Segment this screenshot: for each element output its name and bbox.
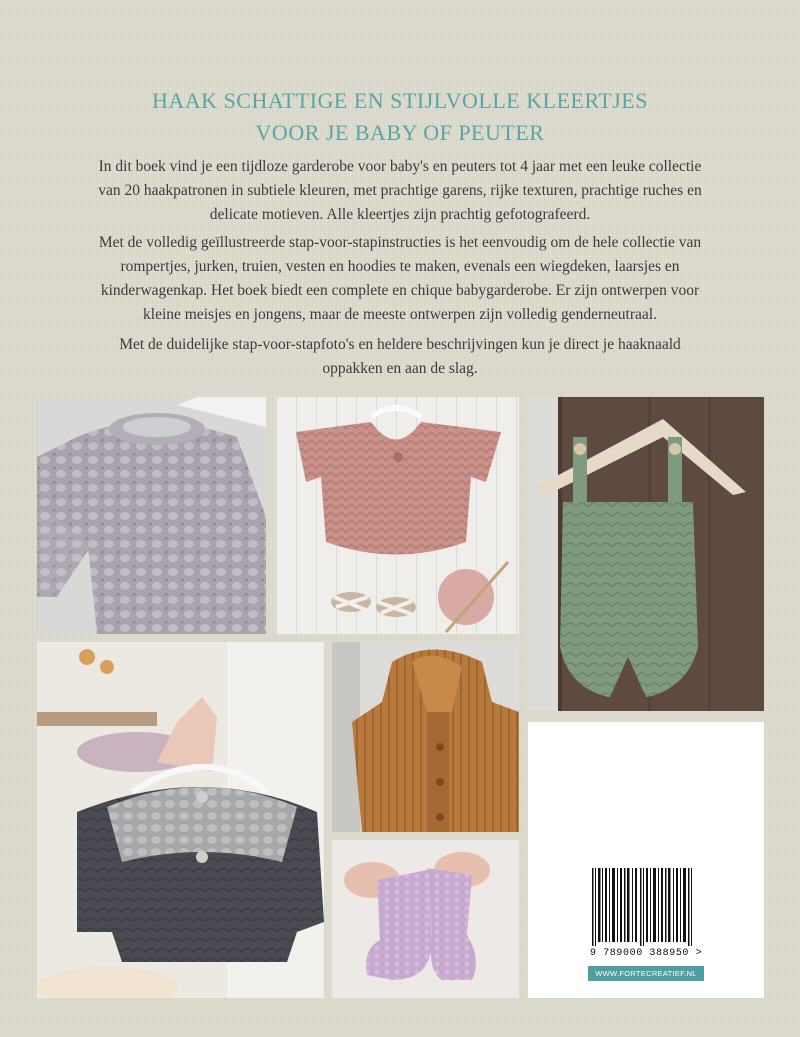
heading-line-1: HAAK SCHATTIGE EN STIJLVOLLE KLEERTJES [152, 88, 648, 113]
instructions-paragraph: Met de volledig geïllustreerde stap-voor-stapinstructies is het eenvoudig om de hele collectie van rompertjes, jurken, truien, vesten en hoodies te maken, evenals een wiegdeken, laarsjes en kinderwagenkap. Het boek biedt een complete en chique babygarderobe. Er zijn ontwerpen voor kleine meisjes en jongens, maar de meeste ontwerpen zijn volledig genderneutraal. [98, 234, 702, 323]
photo-grey-sweater [37, 397, 266, 634]
intro-paragraph: In dit boek vind je een tijdloze garderobe voor baby's en peuters tot 4 jaar met een leuke collectie van 20 haakpatronen in subtiele kleuren, met prachtige garens, rijke texturen, prachtige ruches en delicate motieven. Alle kleertjes zijn prachtig gefotografeerd. [98, 158, 702, 223]
publisher-url[interactable]: WWW.FORTECREATIEF.NL [588, 966, 704, 981]
isbn-number: 9 789000 388950 > [590, 948, 703, 959]
photo-green-romper [528, 397, 764, 711]
closing-paragraph: Met de duidelijke stap-voor-stapfoto's en heldere beschrijvingen kun je direct je haaknaald oppakken en aan de slag. [119, 336, 681, 377]
heading-line-2: VOOR JE BABY OF PEUTER [255, 120, 545, 145]
photo-orange-hoodie [332, 642, 519, 832]
photo-grey-cardigan [37, 642, 324, 998]
photo-lilac-booties [332, 840, 519, 998]
barcode [590, 868, 700, 958]
photo-pink-bolero [276, 397, 519, 634]
